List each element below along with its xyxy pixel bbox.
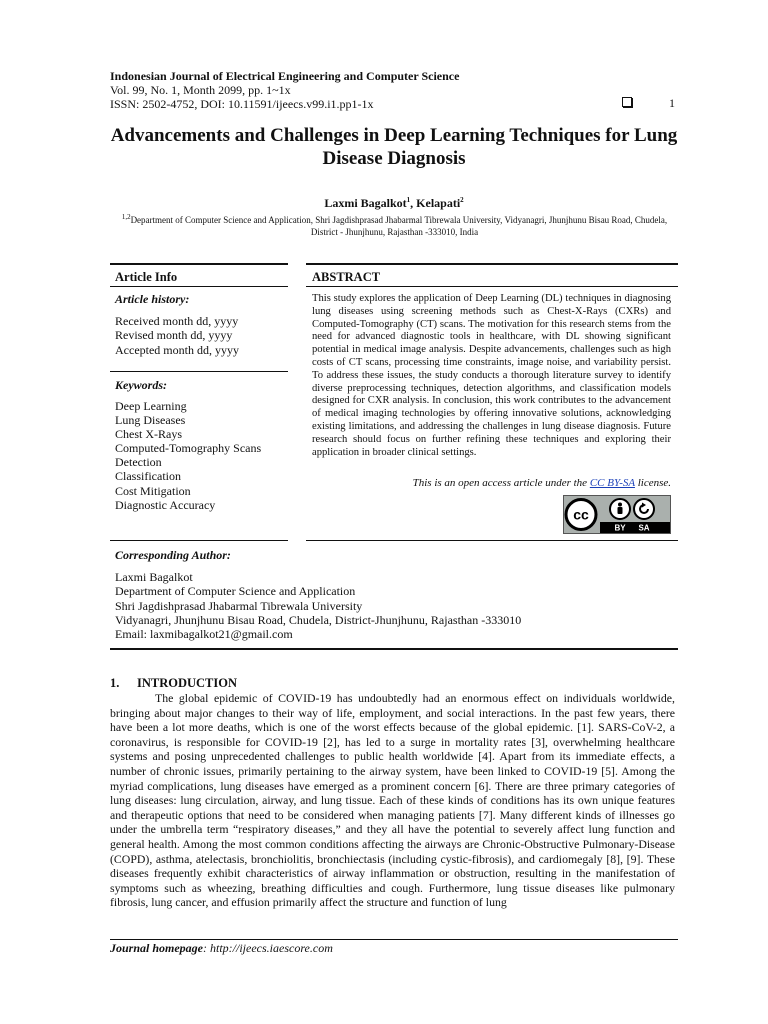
history-item: Received month dd, yyyy: [115, 314, 239, 328]
corresponding-address: Vidyanagri, Jhunjhunu Bisau Road, Chudela, District-Jhunjhunu, Rajasthan -333010: [115, 612, 522, 627]
abstract-bottom-rule: [306, 540, 678, 541]
homepage-url[interactable]: : http://ijeecs.iaescore.com: [203, 941, 333, 955]
author-2-sup: 2: [460, 196, 464, 204]
page-number: 1: [669, 96, 675, 110]
license-suffix: license.: [634, 477, 671, 489]
keyword: Deep Learning: [115, 399, 187, 413]
sa-share-icon: [634, 499, 654, 519]
keyword: Classification: [115, 469, 181, 484]
paper-title: Advancements and Challenges in Deep Learning Techniques for Lung Disease Diagnosis: [110, 125, 678, 169]
article-history-heading: Article history:: [115, 292, 190, 306]
corresponding-email: Email: laxmibagalkot21@gmail.com: [115, 627, 293, 642]
journal-name: Indonesian Journal of Electrical Engineering and Computer Science: [110, 69, 460, 83]
article-info-head-rule: [110, 286, 288, 287]
history-item: Revised month dd, yyyy: [115, 328, 233, 343]
license-prefix: This is an open access article under the: [412, 477, 590, 489]
keywords-bottom-rule: [110, 540, 288, 541]
keyword: Cost Mitigation: [115, 483, 191, 498]
corresponding-bottom-rule: [110, 648, 678, 650]
section-title: INTRODUCTION: [137, 676, 238, 690]
article-history-list: [115, 314, 239, 357]
corresponding-name: Laxmi Bagalkot: [115, 570, 193, 584]
keyword: Detection: [115, 455, 162, 470]
homepage-label: Journal homepage: [110, 941, 204, 955]
author-1: Laxmi Bagalkot: [324, 196, 407, 210]
cc-logo-text: cc: [573, 506, 589, 523]
corresponding-author-details: [115, 570, 521, 641]
affiliation-sup: 1,2: [121, 213, 131, 221]
keyword: Computed-Tomography Scans: [115, 441, 262, 456]
license-line: [312, 477, 671, 489]
issn-doi: ISSN: 2502-4752, DOI: 10.11591/ijeecs.v99.i1.pp1-1x: [110, 97, 374, 111]
corresponding-department: Department of Computer Science and Application: [115, 584, 356, 599]
article-info-heading: Article Info: [115, 270, 178, 284]
introduction-heading: [110, 676, 237, 691]
abstract-head-rule: [306, 286, 678, 287]
keyword: Chest X-Rays: [115, 427, 182, 442]
keywords-heading: Keywords:: [115, 378, 167, 392]
keywords-list: [115, 399, 261, 512]
checkbox-square-icon: [622, 97, 632, 107]
journal-homepage: [110, 941, 333, 956]
history-item: Accepted month dd, yyyy: [115, 342, 239, 357]
article-info-top-rule: [110, 263, 288, 265]
cc-by-sa-badge[interactable]: [563, 495, 671, 534]
abstract-top-rule: [306, 263, 678, 265]
keyword: Diagnostic Accuracy: [115, 497, 216, 512]
author-2: Kelapati: [416, 196, 461, 210]
badge-by-label: BY: [614, 523, 626, 533]
keyword: Lung Diseases: [115, 413, 186, 428]
affiliation: [112, 211, 677, 238]
author-separator: ,: [410, 196, 417, 210]
cc-by-sa-link[interactable]: CC BY-SA: [589, 477, 635, 489]
section-number: 1.: [110, 676, 120, 690]
abstract-body: This study explores the application of Deep Learning (DL) techniques in diagnosing lung diseases using screening methods such as Chest-X-Rays (CXRs) and Computed-Tomography (CT) scans. The motivation for this research stems from the need for advanced diagnostic tools in healthcare, with DL showing significant potential in medical image analysis. Despite advancements, challenges such as high costs of CT scans, processing time constraints, image noise, and variability persist. To address these issues, the study conducts a thorough literature survey to identify diverse preprocessing techniques, detection algorithms, and classification models designed for CXR analysis. In conclusion, this work contributes to the advancement of medical imaging technologies by offering innovative solutions, acknowledging existing limitations, and addressing the challenges in lung disease diagnosis. Future research should focus on further refining these techniques and exploring their application in broader clinical settings.: [312, 293, 671, 458]
corresponding-author-heading: Corresponding Author:: [115, 548, 231, 562]
badge-sa-label: SA: [638, 523, 650, 533]
affiliation-text: Department of Computer Science and Application, Shri Jagdishprasad Jhabarmal Tibrewala University, Vidyanagri, Jhunjhunu Bisau Road, Chudela, District - Jhunjhunu, Rajasthan -333010, India: [130, 215, 668, 237]
volume-info: Vol. 99, No. 1, Month 2099, pp. 1~1x: [110, 83, 291, 97]
history-bottom-rule: [110, 371, 288, 372]
introduction-text: The global epidemic of COVID-19 has undoubtedly had an enormous effect on individuals worldwide, bringing about major changes to their way of life, employment, and social interactions. In the past few years, there have been a lot more deaths, which is one of the worst effects because of the global epidemic. [1]. SARS-CoV-2, a coronavirus, is responsible for COVID-19 [2], has led to a surge in mortality rates [3], overwhelming healthcare systems and posing unprecedented challenges to public health worldwide [4]. Apart from its immediate effects, a number of chronic issues, primarily pertaining to the airway system, have been linked to COVID-19 [5]. Among the myriad complications, lung diseases have emerged as a prominent concern [6]. There are three primary categories of lung diseases: lung circulation, airway, and lung tissue. Each of these kinds of conditions has its own unique features and therapeutic options that need to be considered when managing patients [7]. Many different kinds of illnesses go under the umbrella term “respiratory diseases,” and they all have the potential to severely affect lung function and general health. Among the most common conditions affecting the airways are Chronic-Obstructive Pulmonary-Disease (COPD), asthma, atelectasis, bronchiolitis, bronchiectasis (including cystic-fibrosis), and cardiomegaly [8], [9]. These diseases frequently exhibit characteristics of airway inflammation or obstruction, resulting in the manifestation of symptoms such as wheezing, breathing difficulties and cough. Furthermore, lung tissue diseases like pulmonary fibrosis, lung cancer, and effusion primarily affect the structure and function of lung: [110, 691, 675, 910]
abstract-heading: ABSTRACT: [312, 270, 381, 284]
footer-rule: [110, 939, 678, 940]
corresponding-university: Shri Jagdishprasad Jhabarmal Tibrewala University: [115, 598, 363, 613]
author-line: [100, 196, 688, 211]
cc-badge-graphic: [564, 496, 670, 533]
author-1-sup: 1: [406, 196, 411, 204]
introduction-body: [110, 691, 675, 910]
